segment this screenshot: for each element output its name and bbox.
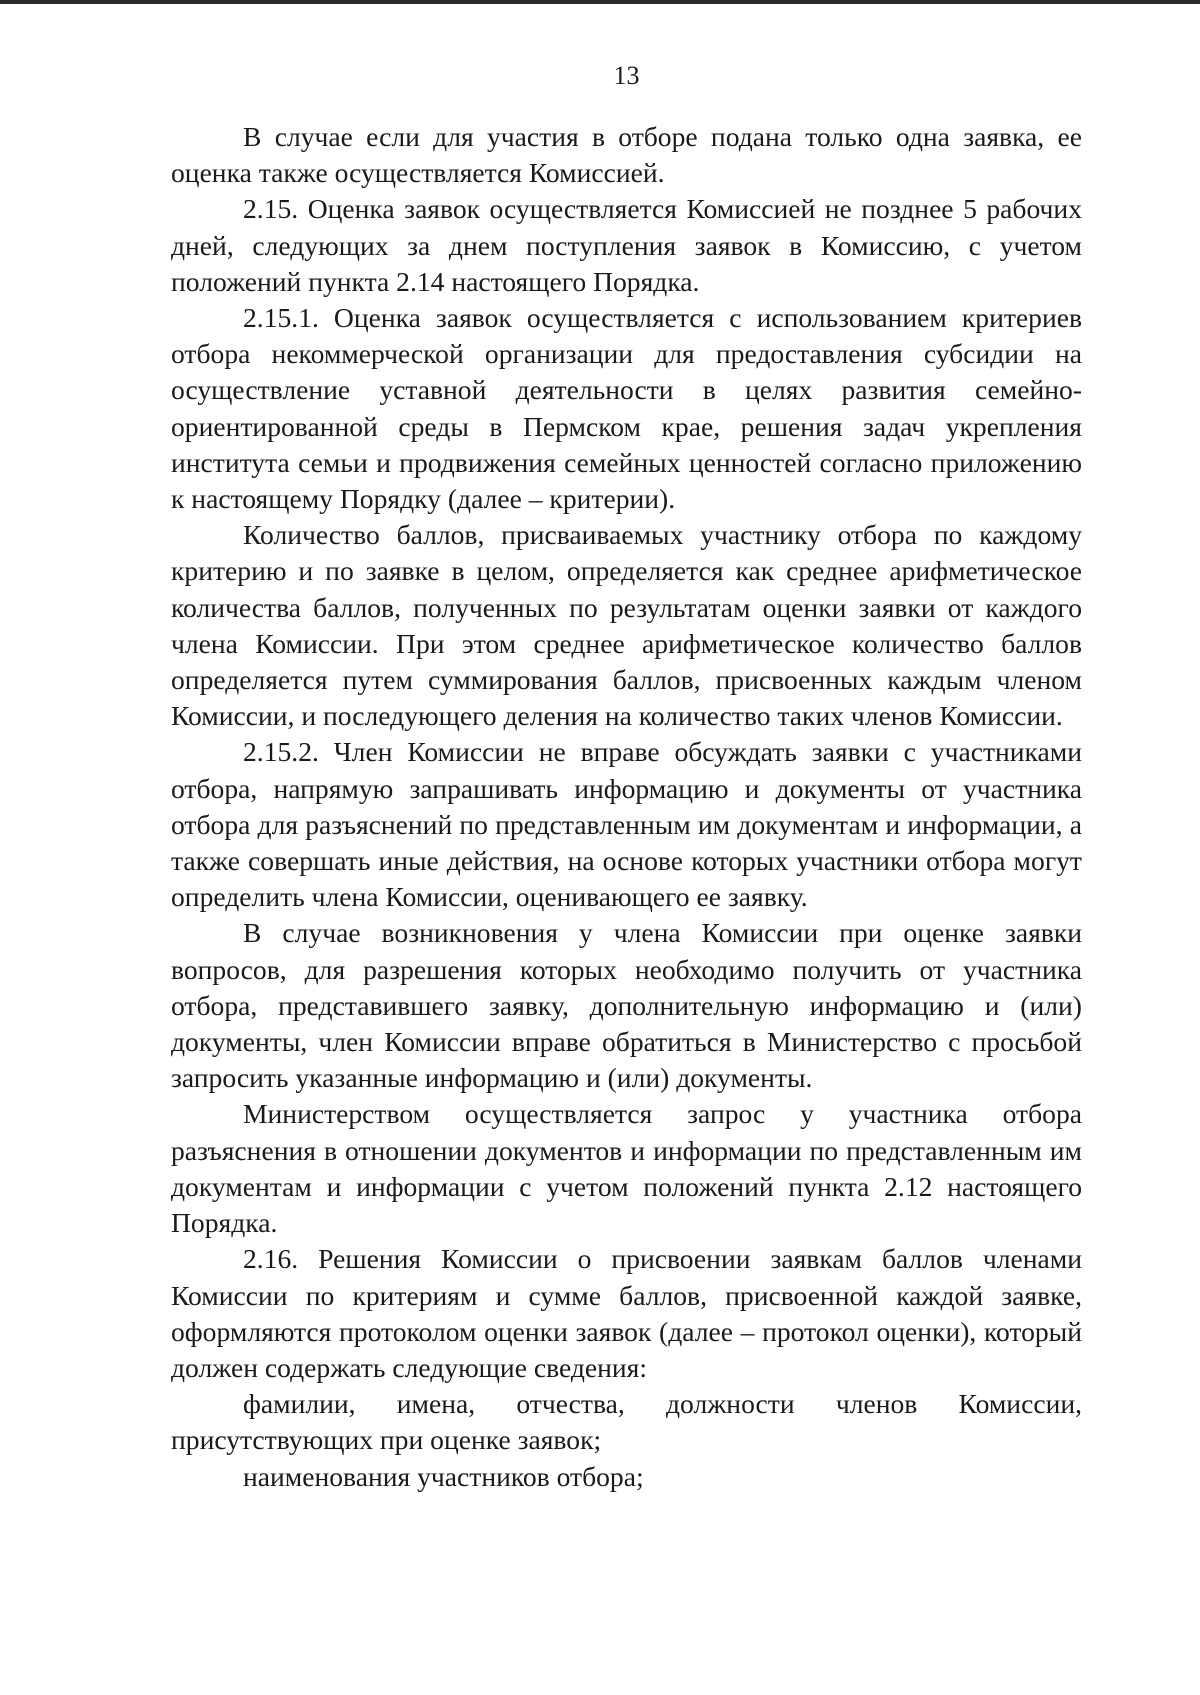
scan-top-edge [0, 0, 1200, 4]
paragraph-2-15: 2.15. Оценка заявок осуществляется Комиссией не позднее 5 рабочих дней, следующих за днем поступления заявок в Комиссию, с учетом положений пункта 2.14 настоящего Порядка. [171, 193, 1082, 297]
paragraph-2-15-2: 2.15.2. Член Комиссии не вправе обсуждать заявки с участниками отбора, напрямую запрашивать информацию и документы от участника отбора для разъяснений по представленным им документам и информации, а также совершать иные действия, на основе которых участники отбора могут определить члена Комиссии, оценивающего ее заявку. [171, 736, 1082, 913]
page-number: 13 [613, 61, 640, 90]
paragraph-questions: В случае возникновения у члена Комиссии при оценке заявки вопросов, для разрешения которых необходимо получить от участника отбора, представившего заявку, дополнительную информацию и (или) документы, член Комиссии вправе обратиться в Министерство с просьбой запросить указанные информацию и (или) документы. [171, 917, 1082, 1094]
document-body [171, 119, 1082, 1495]
paragraph-commission-members: фамилии, имена, отчества, должности членов Комиссии, присутствующих при оценке заявок; [171, 1388, 1082, 1456]
paragraph-2-15-1: 2.15.1. Оценка заявок осуществляется с использованием критериев отбора некоммерческой организации для предоставления субсидии на осуществление уставной деятельности в целях развития семейно-ориентированной среды в Пермском крае, решения задач укрепления института семьи и продвижения семейных ценностей согласно приложению к настоящему Порядку (далее – критерии). [171, 302, 1082, 515]
paragraph-participant-names: наименования участников отбора; [243, 1460, 644, 1492]
paragraph-single-application: В случае если для участия в отборе подана только одна заявка, ее оценка также осуществляется Комиссией. [171, 121, 1082, 189]
paragraph-ministry-request: Министерством осуществляется запрос у участника отбора разъяснения в отношении документов и информации по представленным им документам и информации с учетом положений пункта 2.12 настоящего Порядка. [171, 1098, 1082, 1239]
paragraph-2-16: 2.16. Решения Комиссии о присвоении заявкам баллов членами Комиссии по критериям и сумме баллов, присвоенной каждой заявке, оформляются протоколом оценки заявок (далее – протокол оценки), который должен содержать следующие сведения: [171, 1243, 1082, 1383]
paragraph-scoring: Количество баллов, присваиваемых участнику отбора по каждому критерию и по заявке в целом, определяется как среднее арифметическое количества баллов, полученных по результатам оценки заявки от каждого члена Комиссии. При этом среднее арифметическое количество баллов определяется путем суммирования баллов, присвоенных каждым членом Комиссии, и последующего деления на количество таких членов Комиссии. [171, 519, 1082, 732]
